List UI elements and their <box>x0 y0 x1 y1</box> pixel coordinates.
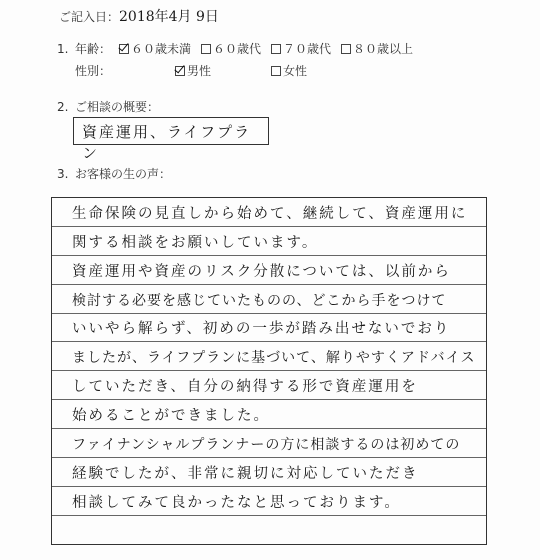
date-line <box>59 6 219 26</box>
age-option-under60[interactable]: ６０歳未満 <box>119 40 191 57</box>
q2-number: 2. <box>57 100 69 114</box>
q3-number: 3. <box>57 167 69 181</box>
voice-line: ましたが、ライフプランに基づいて、解りやすくアドバイス <box>52 342 486 371</box>
checkbox-icon <box>175 66 185 76</box>
gender-option-female[interactable]: 女性 <box>271 62 307 79</box>
voice-line: 資産運用や資産のリスク分散については、以前から <box>52 256 486 285</box>
voice-line: ファイナンシャルプランナーの方に相談するのは初めての <box>52 429 486 458</box>
age-row <box>57 40 423 62</box>
q2-title: ご相談の概要： <box>75 100 160 114</box>
summary-answer: 資産運用、ライフプラン <box>82 123 252 162</box>
date-value: 2018年4月 9日 <box>119 9 219 25</box>
voice-line: 始めることができました。 <box>52 400 486 429</box>
voice-line: 検討する必要を感じていたものの、どこから手をつけて <box>52 285 486 314</box>
voice-line: 経験でしたが、非常に親切に対応していただき <box>52 458 486 487</box>
gender-option-male[interactable]: 男性 <box>175 62 211 79</box>
age-label: 年齢： <box>75 42 112 56</box>
date-label: ご記入日： <box>59 10 120 24</box>
question-2 <box>57 98 159 115</box>
voice-line: 関する相談をお願いしています。 <box>52 227 486 256</box>
question-1 <box>57 40 423 84</box>
age-option-80plus[interactable]: ８０歳以上 <box>341 40 413 57</box>
summary-answer-box[interactable] <box>73 117 269 162</box>
voice-line: していただき、自分の納得する形で資産運用を <box>52 371 486 400</box>
question-3 <box>57 165 171 182</box>
q1-number: 1. <box>57 42 69 56</box>
gender-row <box>57 62 423 84</box>
checkbox-icon <box>271 44 281 54</box>
gender-label: 性別： <box>75 64 112 78</box>
voice-line: いいやら解らず、初めの一歩が踏み出せないでおり <box>52 314 486 343</box>
checkbox-icon <box>201 44 211 54</box>
voice-line: 生命保険の見直しから始めて、継続して、資産運用に <box>52 198 486 227</box>
q3-title: お客様の生の声： <box>75 167 172 181</box>
customer-voice-box[interactable] <box>51 197 487 545</box>
voice-line: 相談してみて良かったなと思っております。 <box>52 487 486 516</box>
checkbox-icon <box>341 44 351 54</box>
checkbox-icon <box>271 66 281 76</box>
voice-line <box>52 516 486 545</box>
age-option-60s[interactable]: ６０歳代 <box>201 40 261 57</box>
checkbox-icon <box>119 44 129 54</box>
age-option-70s[interactable]: ７０歳代 <box>271 40 331 57</box>
